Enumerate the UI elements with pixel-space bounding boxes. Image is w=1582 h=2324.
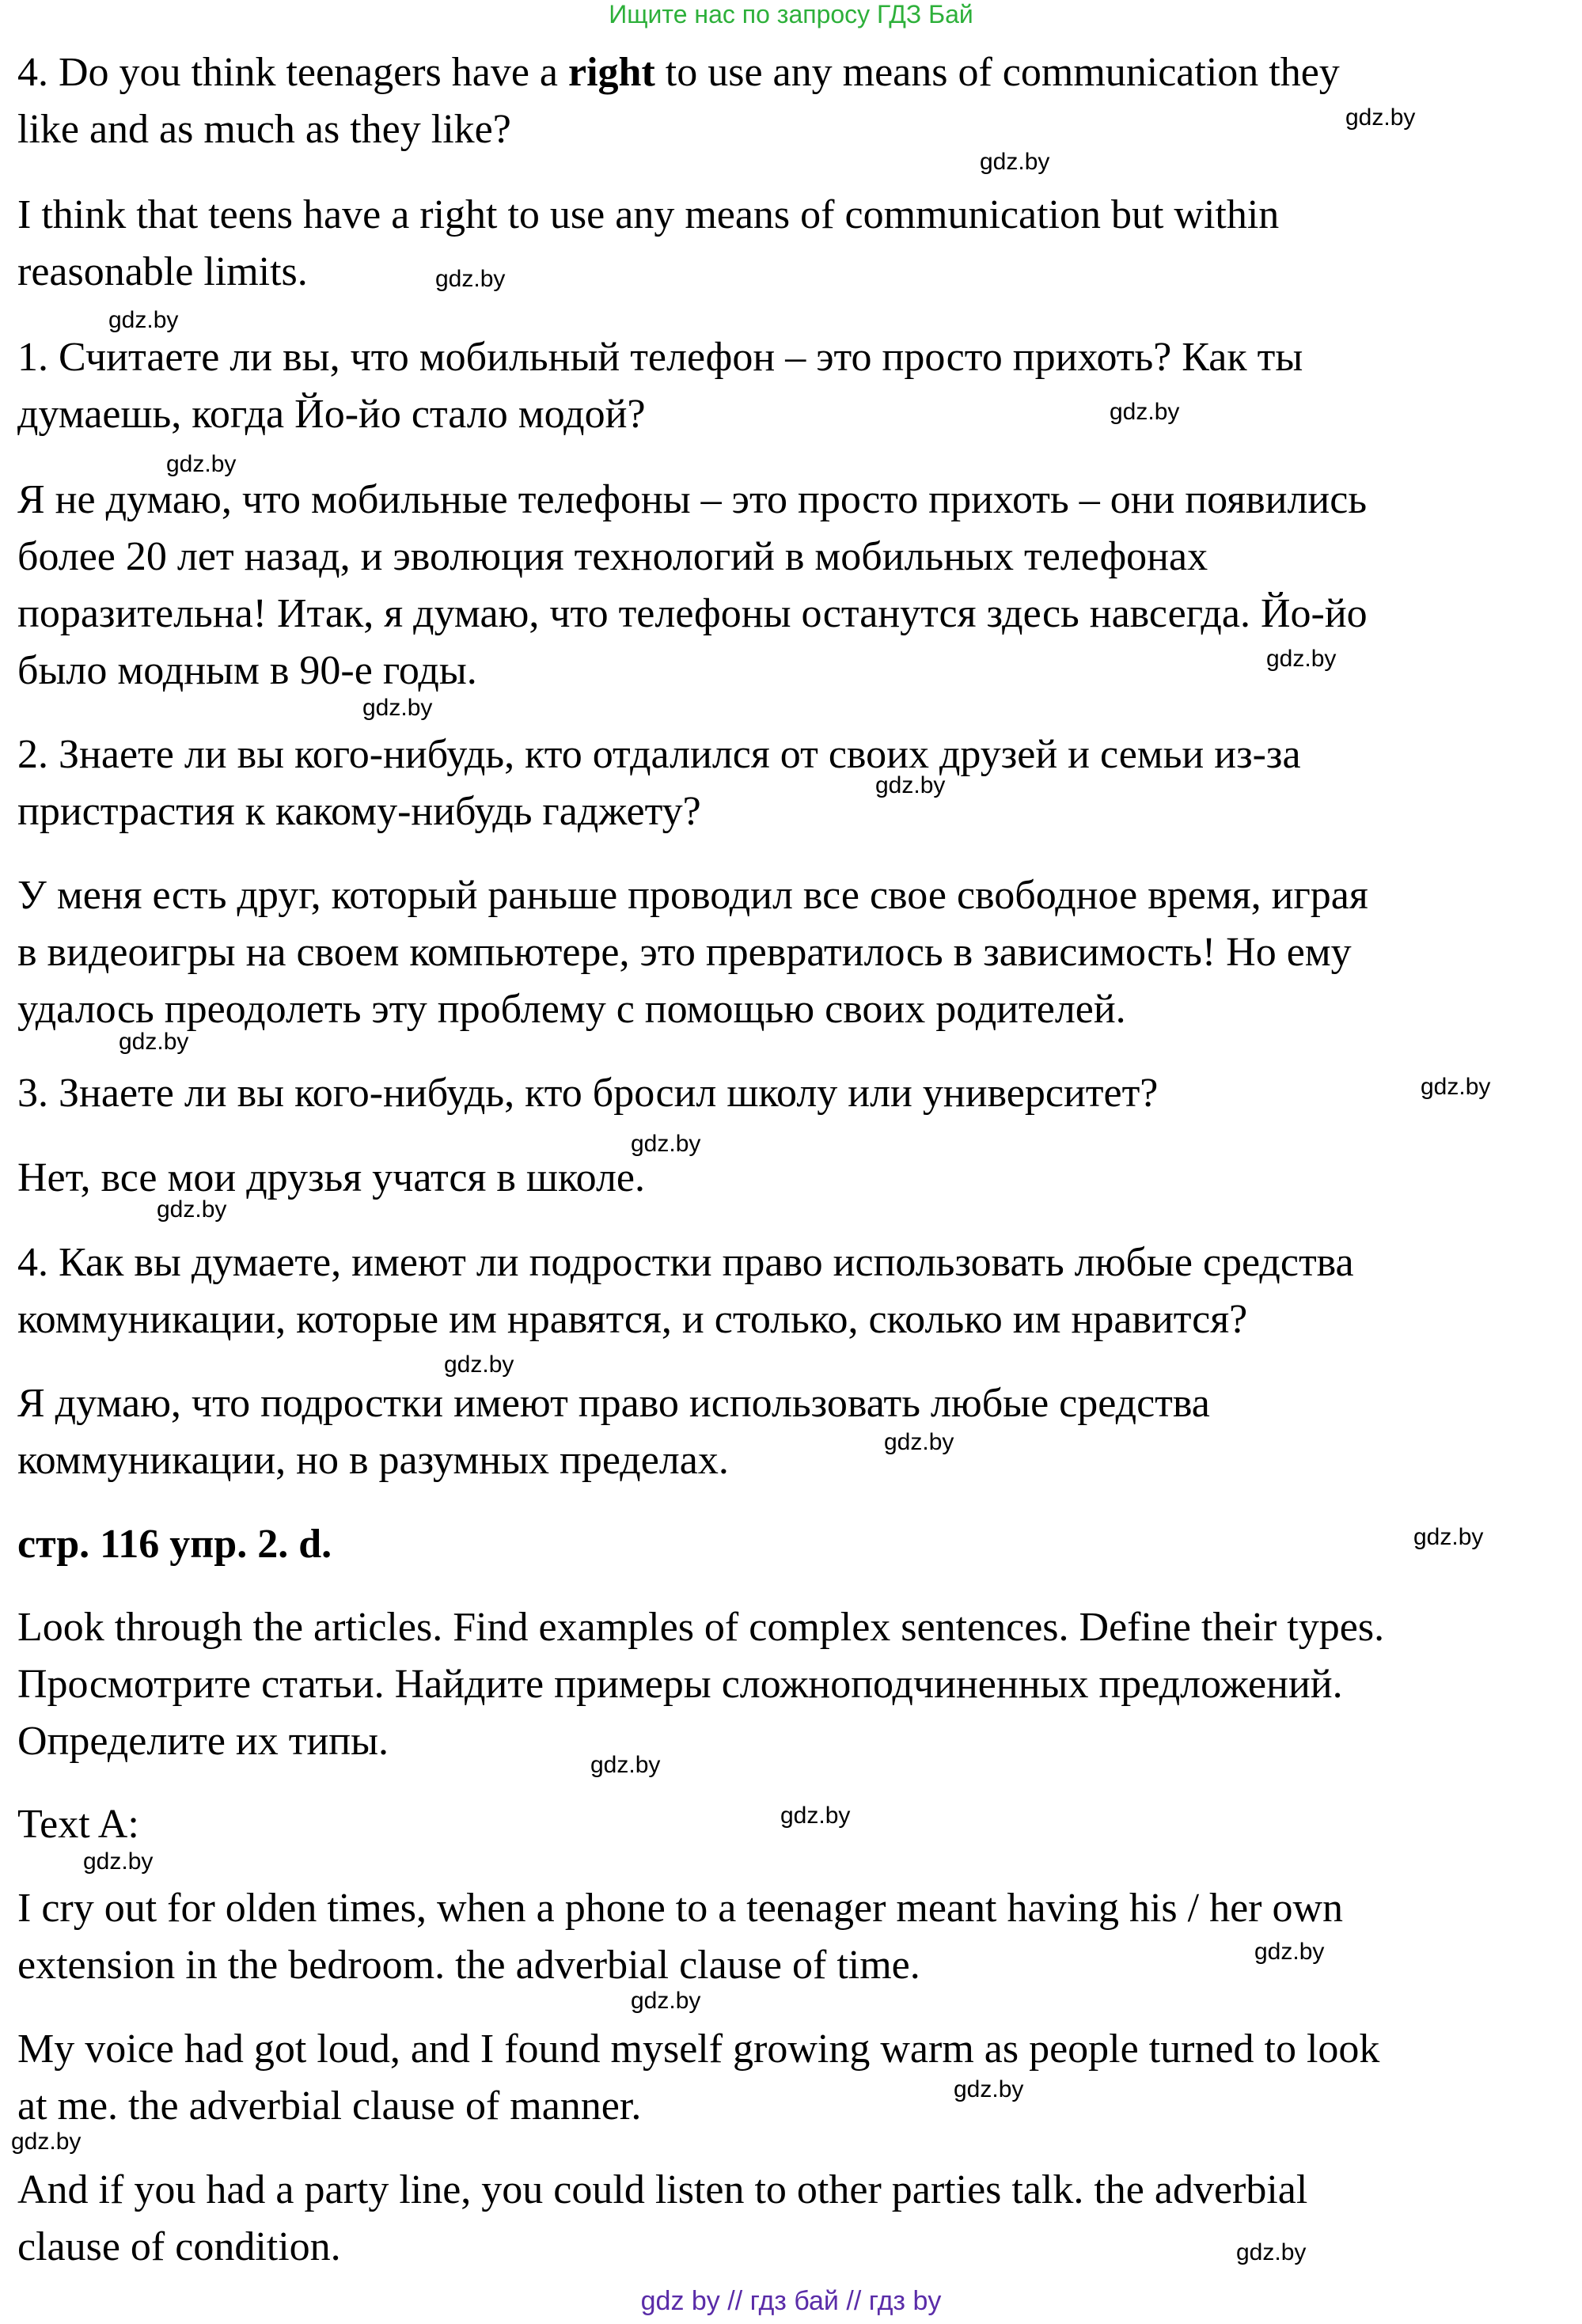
question-3-ru-line1: 3. Знаете ли вы кого-нибудь, кто бросил школу или университет? bbox=[17, 1071, 1159, 1116]
question-4-en bbox=[17, 44, 1569, 158]
watermark: gdz.by bbox=[954, 2076, 1024, 2102]
watermark: gdz.by bbox=[884, 1429, 954, 1455]
watermark: gdz.by bbox=[590, 1752, 661, 1778]
top-banner[interactable]: Ищите нас по запросу ГДЗ Бай bbox=[609, 0, 973, 28]
question-4-ru-line2: коммуникации, которые им нравятся, и столько, сколько им нравится? bbox=[17, 1297, 1248, 1342]
example-3 bbox=[17, 2162, 1569, 2276]
question-4-en-line1a: 4. Do you think teenagers have a bbox=[17, 50, 569, 95]
example-1-line1: I cry out for olden times, when a phone to a teenager meant having his / her own bbox=[17, 1886, 1344, 1931]
example-3-line2: clause of condition. bbox=[17, 2224, 341, 2269]
task-line2: Просмотрите статьи. Найдите примеры сложноподчиненных предложений. bbox=[17, 1662, 1343, 1707]
answer-4-en-line2: reasonable limits. bbox=[17, 249, 308, 294]
task-line1: Look through the articles. Find examples of complex sentences. Define their types. bbox=[17, 1605, 1385, 1650]
task-text bbox=[17, 1599, 1569, 1770]
watermark: gdz.by bbox=[1254, 1939, 1325, 1965]
question-3-ru bbox=[17, 1065, 1569, 1122]
answer-1-ru-line4: было модным в 90-е годы. bbox=[17, 648, 477, 693]
watermark: gdz.by bbox=[1266, 646, 1337, 672]
watermark: gdz.by bbox=[119, 1029, 189, 1055]
answer-4-ru-line1: Я думаю, что подростки имеют право использовать любые средства bbox=[17, 1381, 1210, 1426]
answer-3-ru bbox=[17, 1150, 1569, 1207]
example-1 bbox=[17, 1880, 1569, 1994]
question-4-ru-line1: 4. Как вы думаете, имеют ли подростки право использовать любые средства bbox=[17, 1240, 1354, 1285]
watermark: gdz.by bbox=[11, 2129, 82, 2155]
question-1-ru-line1: 1. Считаете ли вы, что мобильный телефон – это просто прихоть? Как ты bbox=[17, 335, 1303, 380]
question-4-en-bold: right bbox=[568, 50, 655, 95]
question-4-ru bbox=[17, 1234, 1569, 1348]
watermark: gdz.by bbox=[780, 1803, 851, 1829]
answer-4-ru-line2: коммуникации, но в разумных пределах. bbox=[17, 1438, 729, 1483]
question-1-ru bbox=[17, 329, 1569, 443]
watermark: gdz.by bbox=[1421, 1074, 1491, 1100]
answer-3-ru-line1: Нет, все мои друзья учатся в школе. bbox=[17, 1155, 645, 1200]
watermark: gdz.by bbox=[631, 1988, 701, 2014]
answer-2-ru-line3: удалось преодолеть эту проблему с помощью своих родителей. bbox=[17, 987, 1126, 1032]
example-3-line1: And if you had a party line, you could listen to other parties talk. the adverbial bbox=[17, 2167, 1308, 2212]
answer-1-ru-line1: Я не думаю, что мобильные телефоны – это просто прихоть – они появились bbox=[17, 477, 1368, 522]
watermark: gdz.by bbox=[362, 695, 433, 721]
answer-2-ru-line1: У меня есть друг, который раньше проводил все свое свободное время, играя bbox=[17, 873, 1368, 918]
question-2-ru-line1: 2. Знаете ли вы кого-нибудь, кто отдалился от своих друзей и семьи из-за bbox=[17, 732, 1301, 777]
answer-2-ru-line2: в видеоигры на своем компьютере, это превратилось в зависимость! Но ему bbox=[17, 930, 1352, 975]
watermark: gdz.by bbox=[435, 266, 506, 292]
watermark: gdz.by bbox=[1413, 1524, 1484, 1550]
watermark: gdz.by bbox=[108, 307, 179, 333]
question-2-ru bbox=[17, 726, 1569, 840]
answer-1-ru-line2: более 20 лет назад, и эволюция технологий в мобильных телефонах bbox=[17, 534, 1208, 579]
section-heading: стр. 116 упр. 2. d. bbox=[17, 1522, 332, 1567]
answer-2-ru bbox=[17, 867, 1569, 1038]
answer-4-en bbox=[17, 187, 1569, 301]
watermark: gdz.by bbox=[980, 149, 1050, 175]
question-4-en-line1b: to use any means of communication they bbox=[654, 50, 1340, 95]
question-2-ru-line2: пристрастия к какому-нибудь гаджету? bbox=[17, 789, 701, 834]
answer-4-en-line1: I think that teens have a right to use any means of communication but within bbox=[17, 192, 1280, 237]
watermark: gdz.by bbox=[1345, 104, 1416, 131]
watermark: gdz.by bbox=[875, 772, 946, 798]
watermark: gdz.by bbox=[157, 1196, 227, 1223]
watermark: gdz.by bbox=[1236, 2239, 1307, 2265]
question-4-en-line2: like and as much as they like? bbox=[17, 107, 511, 152]
watermark: gdz.by bbox=[83, 1848, 154, 1875]
watermark: gdz.by bbox=[631, 1131, 701, 1157]
answer-4-ru bbox=[17, 1375, 1569, 1489]
text-a-label: Text A: bbox=[17, 1802, 139, 1847]
example-2-line2: at me. the adverbial clause of manner. bbox=[17, 2083, 642, 2129]
watermark: gdz.by bbox=[444, 1352, 514, 1378]
example-2 bbox=[17, 2021, 1569, 2135]
answer-1-ru-line3: поразительна! Итак, я думаю, что телефоны останутся здесь навсегда. Йо-йо bbox=[17, 591, 1368, 636]
example-1-line2: extension in the bedroom. the adverbial clause of time. bbox=[17, 1943, 920, 1988]
footer-links[interactable]: gdz by // гдз бай // гдз by bbox=[640, 2286, 942, 2316]
task-line3: Определите их типы. bbox=[17, 1719, 389, 1764]
example-2-line1: My voice had got loud, and I found myself growing warm as people turned to look bbox=[17, 2026, 1380, 2072]
question-1-ru-line2: думаешь, когда Йо-йо стало модой? bbox=[17, 392, 646, 437]
watermark: gdz.by bbox=[166, 451, 237, 477]
watermark: gdz.by bbox=[1110, 399, 1180, 425]
